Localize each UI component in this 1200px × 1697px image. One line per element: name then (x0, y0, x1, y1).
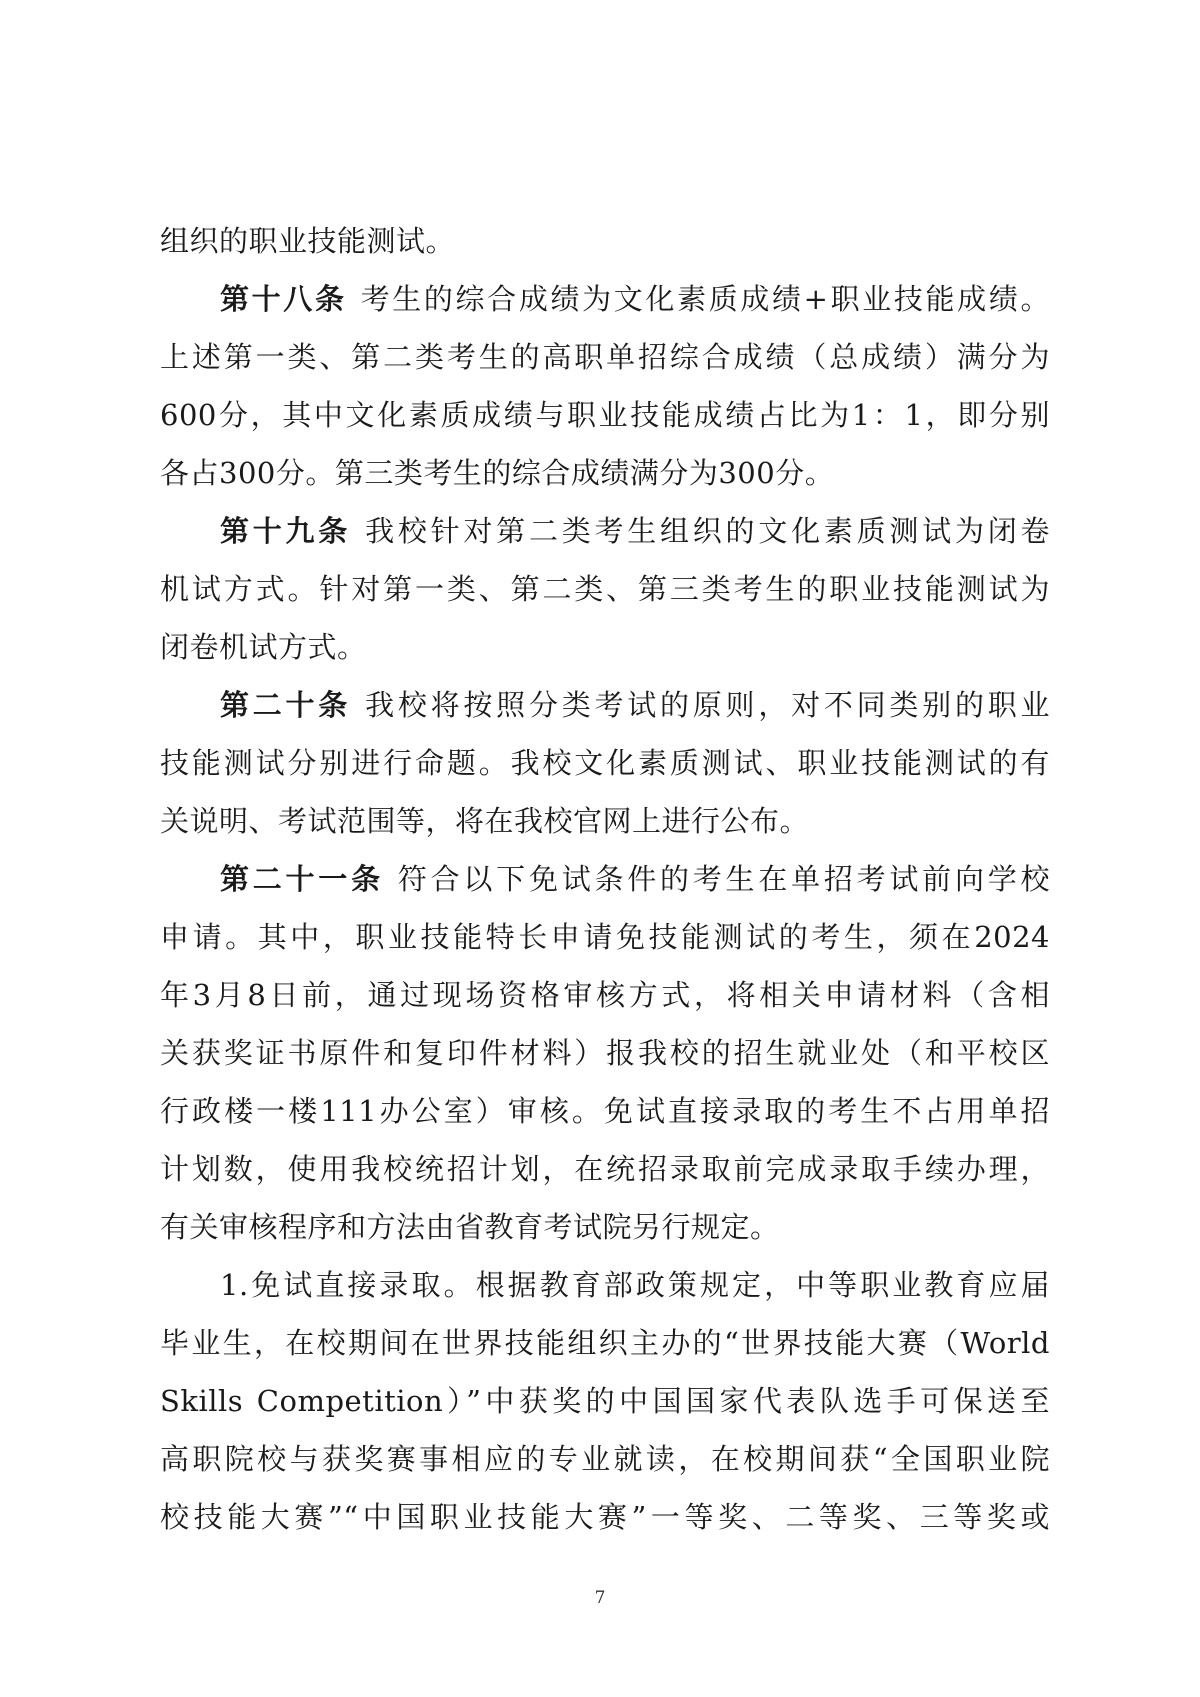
line-text: 符合以下免试条件的考生在单招考试前向学校 (397, 862, 1050, 896)
text-line (160, 386, 1050, 444)
text-line (160, 212, 1050, 270)
line-text: 行政楼一楼111办公室）审核。免试直接录取的考生不占用单招 (160, 1094, 1050, 1128)
text-line (160, 792, 1050, 850)
text-line (160, 1024, 1050, 1082)
document-body (160, 212, 1050, 1546)
line-text: 校技能大赛”“中国职业技能大赛”一等奖、二等奖、三等奖或 (160, 1500, 1050, 1534)
text-line (160, 1140, 1050, 1198)
line-text: 有关审核程序和方法由省教育考试院另行规定。 (160, 1210, 780, 1244)
text-line (160, 328, 1050, 386)
text-line (160, 966, 1050, 1024)
line-text: 技能测试分别进行命题。我校文化素质测试、职业技能测试的有 (160, 746, 1050, 780)
text-line (160, 1256, 1050, 1314)
text-line (160, 1198, 1050, 1256)
line-text: 申请。其中，职业技能特长申请免技能测试的考生，须在2024 (160, 920, 1050, 954)
text-line (160, 444, 1050, 502)
article-heading: 第十八条 (220, 282, 347, 316)
text-line (160, 734, 1050, 792)
line-text: 考生的综合成绩为文化素质成绩+职业技能成绩。 (360, 282, 1050, 316)
line-text: 高职院校与获奖赛事相应的专业就读，在校期间获“全国职业院 (160, 1442, 1050, 1476)
text-line (160, 560, 1050, 618)
line-text: 上述第一类、第二类考生的高职单招综合成绩（总成绩）满分为 (160, 340, 1050, 374)
text-line (160, 1430, 1050, 1488)
line-text: 各占300分。第三类考生的综合成绩满分为300分。 (160, 456, 835, 490)
line-text: 毕业生，在校期间在世界技能组织主办的“世界技能大赛（World (160, 1326, 1050, 1360)
line-text: 年3月8日前，通过现场资格审核方式，将相关申请材料（含相 (160, 978, 1050, 1012)
line-text: 机试方式。针对第一类、第二类、第三类考生的职业技能测试为 (160, 572, 1050, 606)
article-heading: 第二十一条 (220, 862, 384, 896)
page-number: 7 (594, 1588, 606, 1608)
article-heading: 第十九条 (220, 514, 352, 548)
line-text: 组织的职业技能测试。 (160, 224, 456, 258)
text-line (160, 618, 1050, 676)
line-text: 闭卷机试方式。 (160, 630, 367, 664)
text-line (160, 850, 1050, 908)
line-text: 1.免试直接录取。根据教育部政策规定，中等职业教育应届 (220, 1268, 1050, 1302)
text-line (160, 502, 1050, 560)
text-line (160, 1488, 1050, 1546)
line-text: 我校针对第二类考生组织的文化素质测试为闭卷 (365, 514, 1050, 548)
text-line (160, 676, 1050, 734)
text-line (160, 1314, 1050, 1372)
line-text: 600分，其中文化素质成绩与职业技能成绩占比为1：1，即分别 (160, 398, 1050, 432)
line-text: 我校将按照分类考试的原则，对不同类别的职业 (365, 688, 1050, 722)
text-line (160, 1372, 1050, 1430)
text-line (160, 1082, 1050, 1140)
line-text: 关获奖证书原件和复印件材料）报我校的招生就业处（和平校区 (160, 1036, 1050, 1070)
text-line (160, 270, 1050, 328)
line-text: Skills Competition）”中获奖的中国国家代表队选手可保送至 (160, 1384, 1050, 1418)
line-text: 关说明、考试范围等，将在我校官网上进行公布。 (160, 804, 810, 838)
article-heading: 第二十条 (220, 688, 352, 722)
text-line (160, 908, 1050, 966)
line-text: 计划数，使用我校统招计划，在统招录取前完成录取手续办理， (160, 1152, 1050, 1186)
